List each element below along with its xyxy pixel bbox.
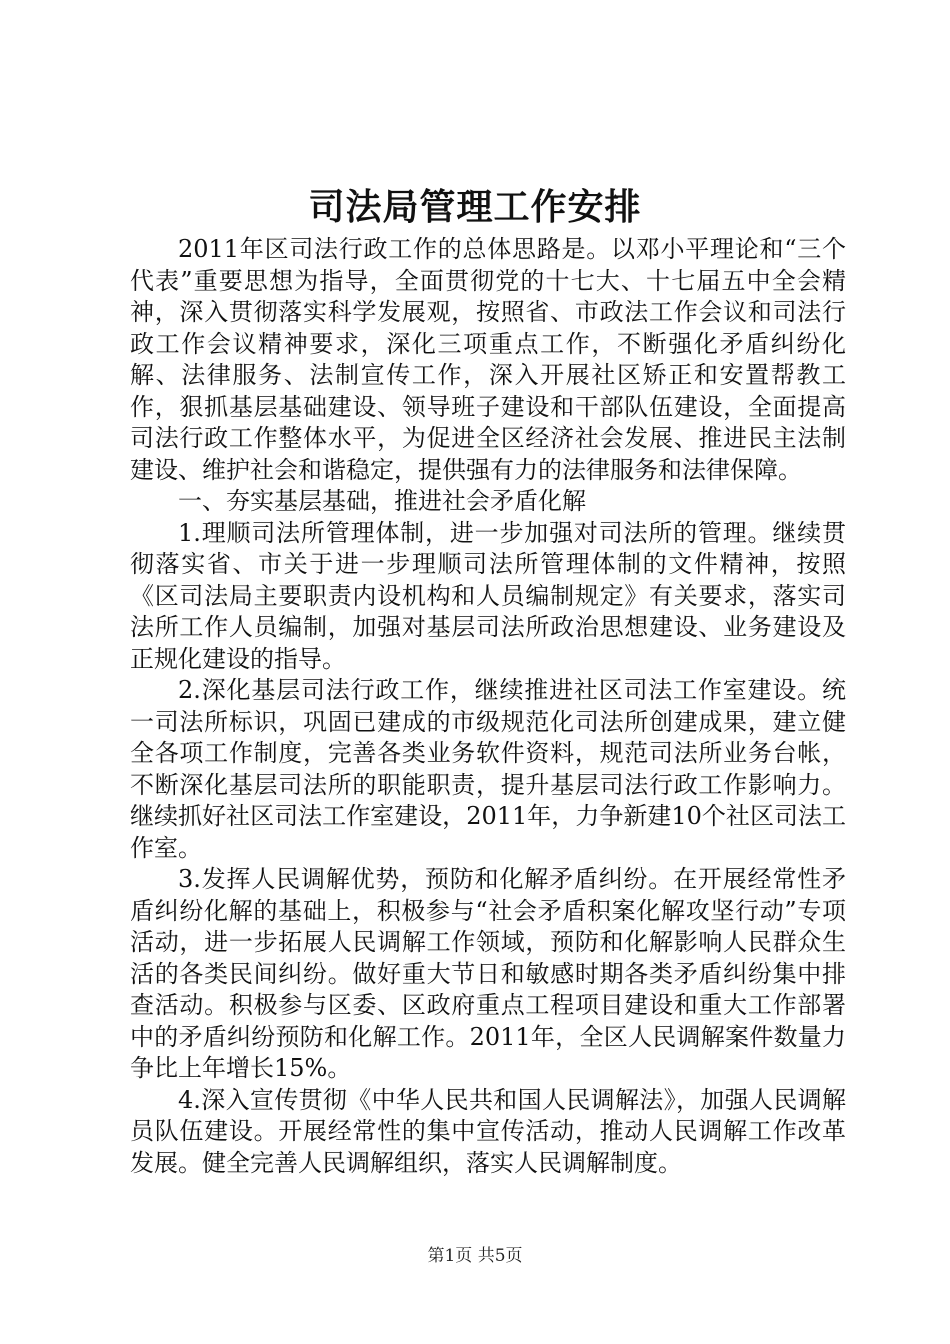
section-heading-1: 一、夯实基层基础，推进社会矛盾化解: [178, 487, 586, 515]
paragraph-item-1: 1.理顺司法所管理体制，进一步加强对司法所的管理。继续贯彻落实省、市关于进一步理顺司法所管理体制的文件精神，按照《区司法局主要职责内设机构和人员编制规定》有关要求，落实司法所工作人员编制，加强对基层司法所政治思想建设、业务建设及正规化建设的指导。: [130, 518, 846, 673]
paragraph-item-2: 2.深化基层司法行政工作，继续推进社区司法工作室建设。统一司法所标识，巩固已建成的市级规范化司法所创建成果，建立健全各项工作制度，完善各类业务软件资料，规范司法所业务台帐，不断深化基层司法所的职能职责，提升基层司法行政工作影响力。继续抓好社区司法工作室建设，2011年，力争新建10个社区司法工作室。: [130, 676, 846, 862]
paragraph-overview: 2011年区司法行政工作的总体思路是。以邓小平理论和“三个代表”重要思想为指导，全面贯彻党的十七大、十七届五中全会精神，深入贯彻落实科学发展观，按照省、市政法工作会议和司法行政工作会议精神要求，深化三项重点工作，不断强化矛盾纠纷化解、法律服务、法制宣传工作，深入开展社区矫正和安置帮教工作，狠抓基层基础建设、领导班子建设和干部队伍建设，全面提高司法行政工作整体水平，为促进全区经济社会发展、推进民主法制建设、维护社会和谐稳定，提供强有力的法律服务和法律保障。: [130, 235, 846, 484]
document-body: [130, 234, 846, 1179]
document-title: 司法局管理工作安排: [308, 186, 642, 228]
page-footer: 第1页 共5页: [427, 1246, 523, 1266]
paragraph-item-4: 4.深入宣传贯彻《中华人民共和国人民调解法》，加强人民调解员队伍建设。开展经常性的集中宣传活动，推动人民调解工作改革发展。健全完善人民调解组织，落实人民调解制度。: [130, 1085, 846, 1177]
paragraph-item-3: 3.发挥人民调解优势，预防和化解矛盾纠纷。在开展经常性矛盾纠纷化解的基础上，积极参与“社会矛盾积案化解攻坚行动”专项活动，进一步拓展人民调解工作领域，预防和化解影响人民群众生活的各类民间纠纷。做好重大节日和敏感时期各类矛盾纠纷集中排查活动。积极参与区委、区政府重点工程项目建设和重大工作部署中的矛盾纠纷预防和化解工作。2011年，全区人民调解案件数量力争比上年增长15%。: [130, 865, 846, 1082]
